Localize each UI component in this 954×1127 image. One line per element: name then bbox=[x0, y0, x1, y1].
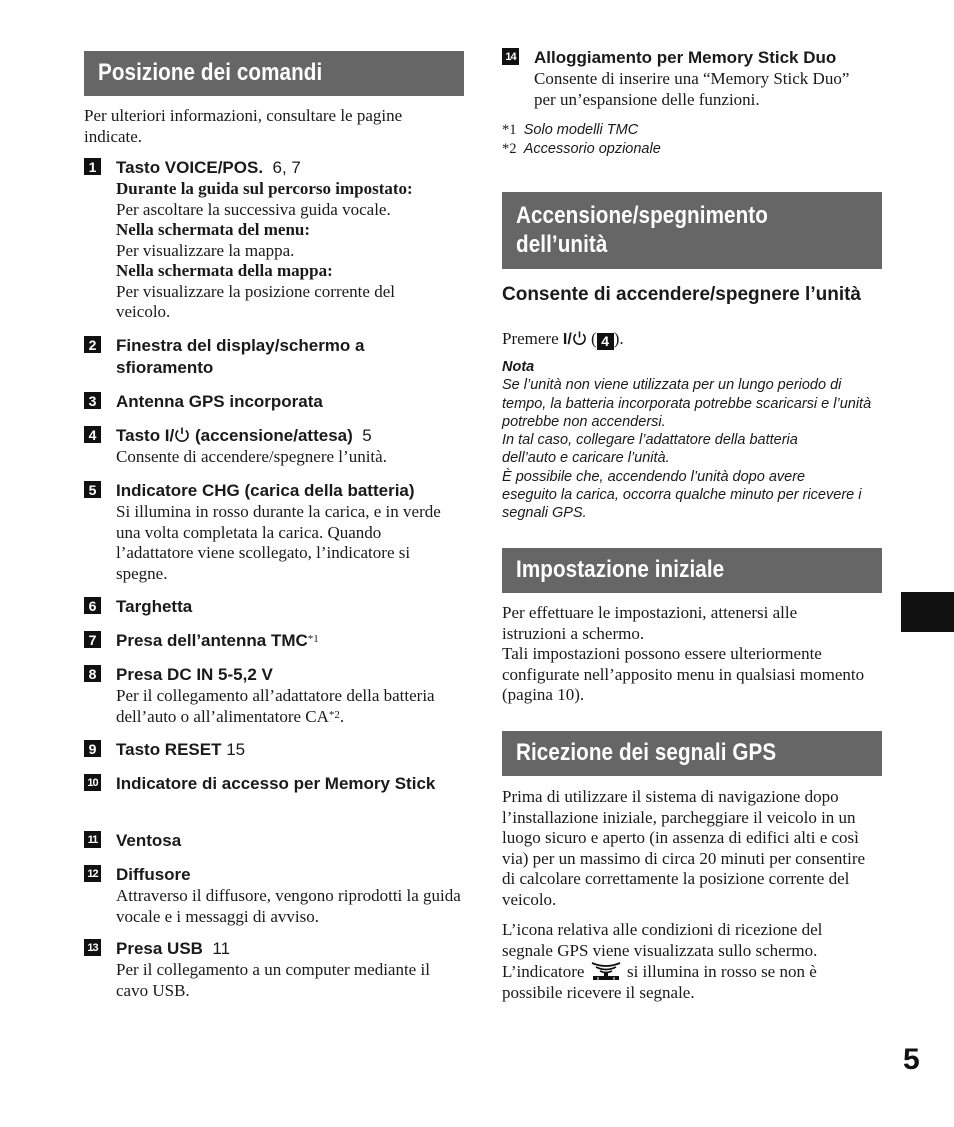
item-title: Presa dell’antenna TMC bbox=[116, 631, 308, 650]
detail-text: Per visualizzare la posizione corrente del veicolo. bbox=[116, 281, 395, 321]
press-instruction: Premere I/ ( 4 ). bbox=[502, 329, 624, 349]
note-block bbox=[502, 358, 880, 523]
paragraph: Prima di utilizzare il sistema di navigazione dopo l’installazione iniziale, parcheggiare il veicolo in un luogo sicuro e aperto (in assenza di edifici alti e così via) per un massimo di circa 20 minuti per consentire di calcolare correttamente la posizione corrente del veicolo. bbox=[502, 787, 866, 909]
list-item bbox=[502, 47, 914, 110]
item-number: 5 bbox=[84, 481, 101, 498]
item-number: 13 bbox=[84, 939, 101, 956]
item-description: Attraverso il diffusore, vengono riprodotti la guida vocale e i messaggi di avviso. bbox=[116, 886, 461, 926]
power-icon bbox=[174, 426, 190, 443]
note-text: Se l’unità non viene utilizzata per un lungo periodo di tempo, la batteria incorporata potrebbe scaricarsi e l’unità potrebbe non accendersi. bbox=[502, 377, 872, 430]
item-description: Per il collegamento a un computer mediante il cavo USB. bbox=[116, 960, 430, 1000]
section-header-power: Accensione/spegnimento dell’unità bbox=[502, 192, 882, 269]
item-number: 8 bbox=[84, 665, 101, 682]
sub-heading: Consente di accendere/spegnere l’unità bbox=[502, 284, 861, 305]
list-item: 8 Presa DC IN 5-5,2 V Per il collegamento all’adattatore della batteria dell’auto o all’alimentatore CA$^{*2}$. bbox=[84, 664, 496, 727]
item-title: Tasto I/ bbox=[116, 426, 175, 445]
gps-text bbox=[502, 787, 882, 1003]
item-number: 11 bbox=[84, 831, 101, 848]
item-title: Finestra del display/schermo a sfioramento bbox=[116, 336, 365, 377]
list-item bbox=[84, 596, 496, 618]
note-text: È possibile che, accendendo l’unità dopo avere eseguito la carica, occorra qualche minuto per ricevere i segnali GPS. bbox=[502, 468, 862, 522]
list-item bbox=[84, 773, 496, 795]
detail-text: Per visualizzare la mappa. bbox=[116, 240, 295, 260]
page-ref: 6, 7 bbox=[272, 158, 301, 177]
detail-label: Durante la guida sul percorso impostato: bbox=[116, 179, 413, 198]
page-number: 5 bbox=[903, 1043, 920, 1076]
list-item bbox=[84, 480, 496, 584]
list-item bbox=[84, 630, 496, 652]
intro-text: Per ulteriori informazioni, consultare le pagine indicate. bbox=[84, 106, 403, 146]
item-number: 10 bbox=[84, 774, 101, 791]
list-item bbox=[84, 335, 496, 379]
paragraph: Per effettuare le impostazioni, attenersi alle istruzioni a schermo. bbox=[502, 603, 798, 643]
item-title: Tasto VOICE/POS. bbox=[116, 158, 264, 177]
power-icon bbox=[572, 330, 587, 346]
paragraph: L’icona relativa alle condizioni di ricezione del segnale GPS viene visualizzata sullo schermo. bbox=[502, 920, 823, 960]
page-ref: 15 bbox=[226, 740, 246, 759]
item-title: Indicatore di accesso per Memory Stick bbox=[116, 774, 436, 793]
item-title: Indicatore CHG (carica della batteria) bbox=[116, 481, 415, 500]
item-number: 6 bbox=[84, 597, 101, 614]
footnote: *1 Solo modelli TMC bbox=[502, 122, 639, 138]
page-ref: 11 bbox=[212, 939, 231, 958]
item-description: Si illumina in rosso durante la carica, e in verde una volta completata la carica. Quando l’adattatore viene scollegato, l’indicatore si spegne. bbox=[116, 502, 441, 583]
list-item bbox=[84, 157, 496, 323]
item-title: Presa USB bbox=[116, 939, 203, 958]
item-number: 2 bbox=[84, 336, 101, 353]
paragraph: Tali impostazioni possono essere ulteriormente configurate nell’apposito menu in qualsiasi momento (pagina 10). bbox=[502, 644, 865, 704]
detail-label: Nella schermata del menu: bbox=[116, 220, 311, 239]
setup-text bbox=[502, 603, 872, 706]
item-title: Presa DC IN 5-5,2 V bbox=[116, 665, 273, 684]
item-title: Targhetta bbox=[116, 597, 193, 616]
section-header-controls: Posizione dei comandi bbox=[84, 51, 464, 96]
footnote: *2 Accessorio opzionale bbox=[502, 141, 661, 157]
section-header-gps: Ricezione dei segnali GPS bbox=[502, 731, 882, 776]
item-title: Antenna GPS incorporata bbox=[116, 392, 323, 411]
item-number: 7 bbox=[84, 631, 101, 648]
item-number: 4 bbox=[84, 426, 101, 443]
side-tab bbox=[901, 592, 954, 632]
item-description: Consente di accendere/spegnere l’unità. bbox=[116, 447, 387, 466]
note-text: In tal caso, collegare l’adattatore della batteria dell’auto e caricare l’unità. bbox=[502, 432, 798, 467]
gps-signal-icon bbox=[589, 961, 623, 981]
page-ref: 5 bbox=[362, 426, 372, 445]
item-number: 3 bbox=[84, 392, 101, 409]
detail-label: Nella schermata della mappa: bbox=[116, 261, 333, 280]
list-item bbox=[84, 938, 496, 1001]
item-title: Diffusore bbox=[116, 865, 191, 884]
paragraph: L’indicatore si illumina in rosso se non è possibile ricevere il segnale. bbox=[502, 962, 817, 1002]
list-item bbox=[84, 864, 496, 927]
item-number: 1 bbox=[84, 158, 101, 175]
item-description: Consente di inserire una “Memory Stick Duo” per un’espansione delle funzioni. bbox=[534, 69, 850, 109]
section-header-setup: Impostazione iniziale bbox=[502, 548, 882, 593]
list-item bbox=[84, 425, 496, 468]
item-number-ref: 4 bbox=[597, 333, 614, 350]
footnote-ref: *1 bbox=[307, 633, 319, 645]
item-description: Per il collegamento all’adattatore della batteria dell’auto o all’alimentatore CA bbox=[116, 686, 435, 726]
item-title-suffix: (accensione/attesa) bbox=[190, 426, 353, 445]
list-item bbox=[84, 391, 496, 413]
item-title: Tasto RESET bbox=[116, 740, 222, 759]
item-number: 12 bbox=[84, 865, 101, 882]
footnote-ref: *2 bbox=[328, 708, 340, 721]
item-title: Ventosa bbox=[116, 831, 182, 850]
list-item bbox=[84, 830, 496, 852]
item-number: 14 bbox=[502, 48, 519, 65]
note-label: Nota bbox=[502, 359, 535, 375]
item-title: Alloggiamento per Memory Stick Duo bbox=[534, 48, 837, 67]
detail-text: Per ascoltare la successiva guida vocale. bbox=[116, 199, 391, 219]
footnotes bbox=[502, 121, 882, 159]
item-number: 9 bbox=[84, 740, 101, 757]
list-item bbox=[84, 739, 496, 761]
